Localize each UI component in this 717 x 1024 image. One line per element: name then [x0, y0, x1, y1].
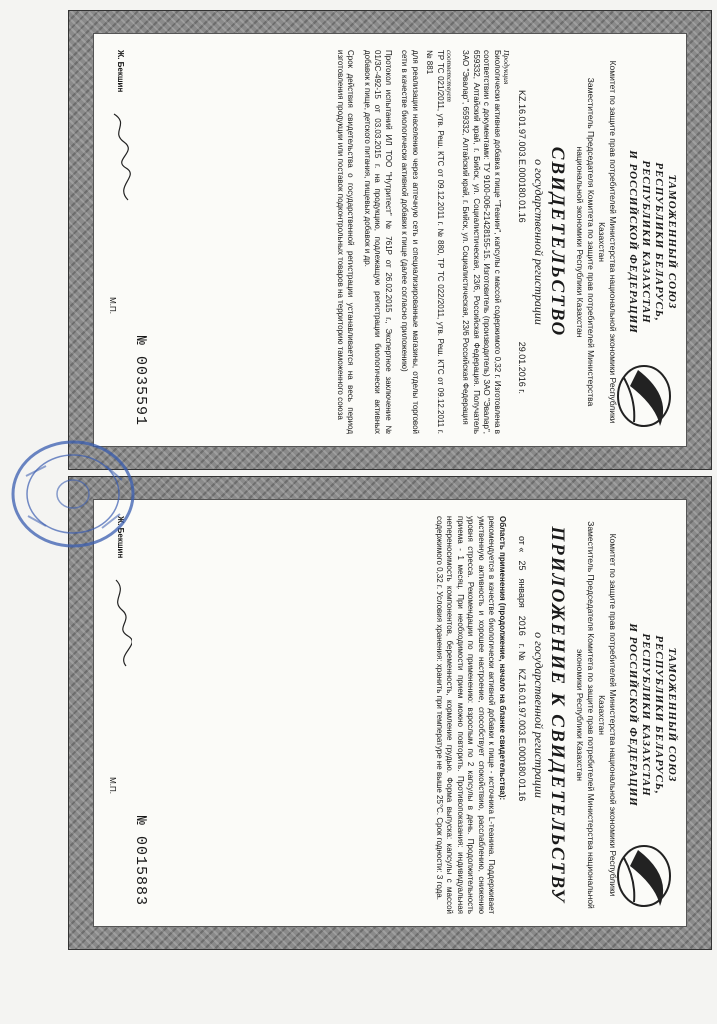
complies-label: соответствует: [445, 50, 454, 102]
appendix-title: ПРИЛОЖЕНИЕ К СВИДЕТЕЛЬСТВУ: [547, 526, 568, 904]
validity-text: Срок действия свидетельства о государственной регистрации устанавливается на весь период изготовления продукции или поставок подконтрольных товаров на территорию таможенного союза: [336, 50, 356, 434]
certificate-content: [94, 34, 687, 447]
certificate-sheet: [68, 10, 712, 470]
appendix-month: января: [517, 578, 527, 608]
customs-union-logo: [612, 356, 682, 436]
appendix-number: KZ.16.01.97.003.E.000180.01.16: [517, 668, 527, 802]
product-label: Продукция: [502, 50, 511, 85]
appendix-serial: № 0015883: [132, 815, 149, 906]
appendix-seal-place: М.П.: [108, 777, 117, 794]
appendix-header-line-2: РЕСПУБЛИКИ БЕЛАРУСЬ, РЕСПУБЛИКИ КАЗАХСТАН: [640, 633, 665, 797]
appendix-year: 2016: [517, 615, 527, 636]
header-line-3: И РОССИЙСКОЙ ФЕДЕРАЦИИ: [627, 150, 639, 334]
appendix-signer: Ж. Бекшин: [116, 516, 126, 559]
scope-text: рекомендуется в качестве биологически активной добавки к пище - источника L-теанина. Поддерживает умственную активность и хорошее настроение, способствует спокойствию, расслаблению, снижению уровня стресса. Рекомендации по применению: взрослым по 2 капсулы в день. Продолжительность приема - 1 месяц. При необходимости прием можно повторить. Противопоказания: индивидуальная непереносимость компонентов, беременность, кормление грудью. Форма выпуска: капсулы с массой содержимого 0,32 г. Условия хранения: хранить при температуре не выше 25°С. Срок годности: 3 года.: [435, 516, 497, 914]
certificate-date: 29.01.2016 г.: [517, 341, 527, 394]
certificate-number-row: [517, 90, 527, 394]
appendix-sheet: [68, 476, 712, 950]
issuing-authority: Комитет по защите прав потребителей Министерства национальной экономики Республики Казахстан: [597, 60, 618, 424]
appendix-header-line-3: И РОССИЙСКОЙ ФЕДЕРАЦИИ: [627, 623, 639, 807]
appendix-day: 25: [517, 560, 527, 571]
certificate-number: KZ.16.01.97.003.E.000180.01.16: [517, 90, 527, 223]
appendix-authority: Комитет по защите прав потребителей Министерства национальной экономики Республики Казахстан: [597, 533, 618, 897]
issuing-official: Заместитель Председателя Комитета по защите прав потребителей Министерства национальной экономики Республики Казахстан: [575, 77, 596, 407]
appendix-date-prefix: от «: [517, 536, 527, 553]
certificate-subtitle: о государственной регистрации: [532, 159, 546, 325]
certificate-signer: Ж. Бекшин: [116, 50, 126, 93]
certificate-seal-place: М.П.: [108, 297, 117, 314]
certificate-inner: [93, 33, 687, 447]
signature-scribble-icon: [108, 112, 132, 202]
appendix-date-row: [517, 536, 527, 894]
signature-scribble-icon-2: [108, 578, 132, 668]
round-stamp-icon: [6, 436, 140, 552]
appendix-official: Заместитель Председателя Комитета по защите прав потребителей Министерства национальной экономики Республики Казахстан: [575, 521, 596, 909]
header-line-1: ТАМОЖЕННЫЙ СОЮЗ: [666, 174, 678, 310]
scope-label: Область применения (продолжение, начало на бланке свидетельства):: [498, 516, 507, 801]
appendix-signature-block: [108, 516, 132, 914]
appendix-subtitle: о государственной регистрации: [532, 632, 546, 798]
complies-text: ТР ТС 021/2011, утв. Реш. КТС от 09.12.2011 г. № 880, ТР ТС 022/2011, утв. Реш. КТС от 09.12.2011 г. № 881: [425, 50, 445, 434]
customs-union-logo-2: [612, 836, 682, 916]
appendix-number-prefix: г. №: [517, 643, 527, 661]
appendix-inner: [93, 499, 687, 927]
header-line-2: РЕСПУБЛИКИ БЕЛАРУСЬ, РЕСПУБЛИКИ КАЗАХСТАН: [640, 160, 665, 324]
certificate-serial: № 0035591: [132, 335, 149, 426]
basis-text: Протокол испытаний ИЛ ТОО "Нутритест" № 761Р от 26.02.2015 г., Экспертное заключение № 01/3С-492-15 от 03.03.2015 г. на продукцию, подлежащую регистрации биологически активных добавок к пище, детского питания, пищевых добавок и др.: [363, 50, 393, 434]
certificate-signature-block: [108, 50, 132, 434]
certificate-title: СВИДЕТЕЛЬСТВО: [547, 146, 568, 338]
product-text: Биологически активная добавка к пище "Теанин", капсулы с массой содержимого 0,32 г. Изготовлена в соответствии с документами: ТУ 9100-006-21428155-15. Изготовитель (производитель) ЗАО "Эвалар", 659332, Алтайский край, г. Бийск, ул. Социалистическая, 23/6, Российская Федерация. Получатель ЗАО "Эвалар", 659332, Алтайский край, г. Бийск, ул. Социалистическая, 23/6 Российская Федерация: [461, 50, 502, 434]
appendix-content: [94, 500, 687, 927]
usage-text: для реализации населению через аптечную сеть и специализированные магазины, отделы торговой сети в качестве биологически активной добавки к пище (далее согласно приложению): [400, 50, 420, 434]
appendix-header-line-1: ТАМОЖЕННЫЙ СОЮЗ: [666, 647, 678, 783]
